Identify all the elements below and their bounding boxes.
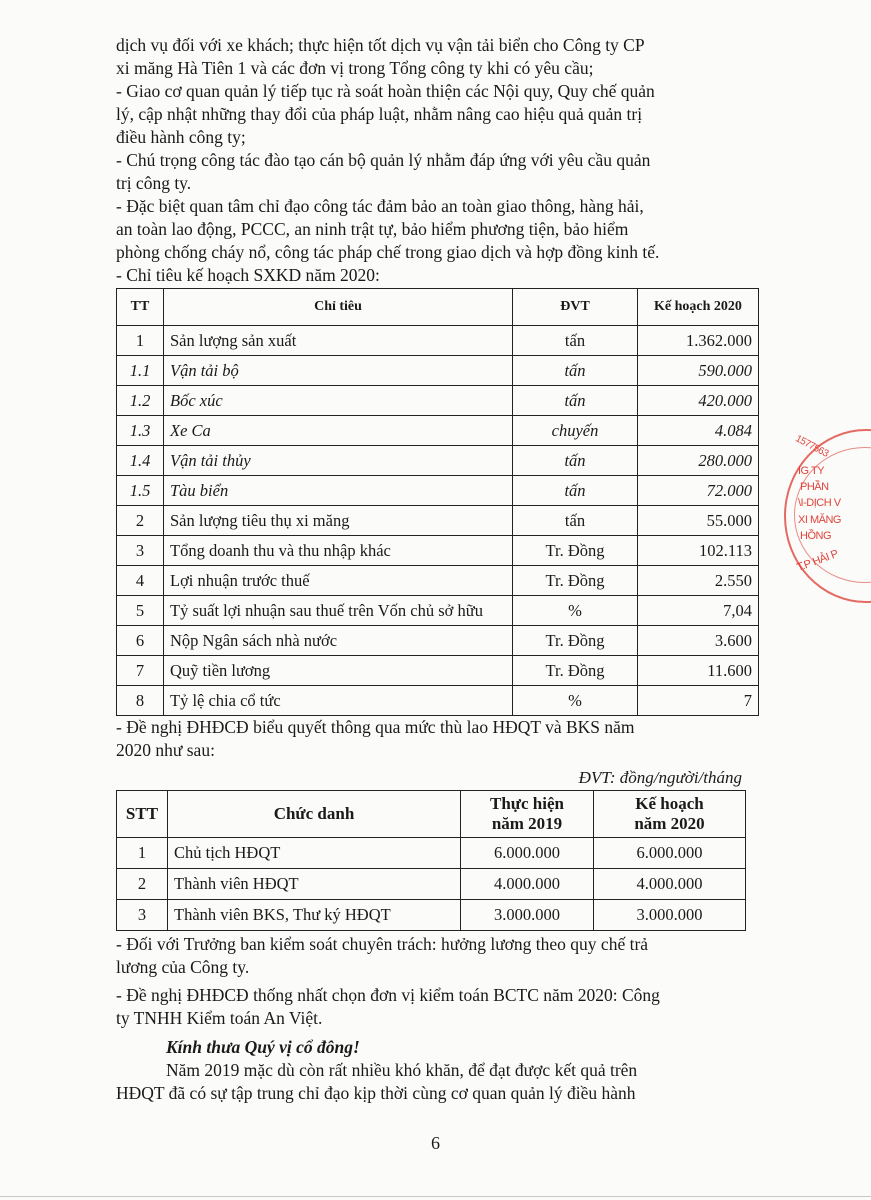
cell-indicator: Vận tải thủy [164, 446, 513, 476]
cell-indicator: Tỷ suất lợi nhuận sau thuế trên Vốn chủ sở hữu [164, 596, 513, 626]
table-row [117, 626, 759, 656]
cell-tt: 1.3 [117, 416, 164, 446]
table-row [117, 416, 759, 446]
seal-text: 1577563 [793, 433, 830, 460]
cell-unit: tấn [513, 506, 638, 536]
cell-tt: 1.1 [117, 356, 164, 386]
cell-tt: 6 [117, 626, 164, 656]
header-actual-line2: năm 2019 [491, 814, 563, 833]
text-line: - Đề nghị ĐHĐCĐ thống nhất chọn đơn vị kiểm toán BCTC năm 2020: Công [116, 985, 660, 1005]
cell-tt: 8 [117, 686, 164, 716]
text-line: HĐQT đã có sự tập trung chỉ đạo kịp thời cùng cơ quan quản lý điều hành [116, 1083, 636, 1103]
cell-tt: 7 [117, 656, 164, 686]
seal-text: T.P HẢI P [795, 548, 840, 574]
cell-indicator: Sản lượng sản xuất [164, 326, 513, 356]
cell-unit: tấn [513, 386, 638, 416]
table-row [117, 838, 746, 869]
cell-value: 11.600 [638, 656, 759, 686]
cell-unit: tấn [513, 326, 638, 356]
header-tt: TT [117, 289, 164, 326]
cell-title: Thành viên HĐQT [168, 869, 461, 900]
cell-indicator: Nộp Ngân sách nhà nước [164, 626, 513, 656]
header-indicator: Chỉ tiêu [164, 289, 513, 326]
text-line: Năm 2019 mặc dù còn rất nhiều khó khăn, để đạt được kết quả trên [166, 1060, 638, 1080]
text-line: - Chú trọng công tác đào tạo cán bộ quản lý nhằm đáp ứng với yêu cầu quản [116, 150, 651, 170]
cell-plan: 4.000.000 [594, 869, 746, 900]
header-plan-line2: năm 2020 [634, 814, 705, 833]
cell-tt: 1 [117, 326, 164, 356]
cell-unit: Tr. Đồng [513, 626, 638, 656]
cell-value: 2.550 [638, 566, 759, 596]
cell-indicator: Xe Ca [164, 416, 513, 446]
table-row [117, 326, 759, 356]
header-stt: STT [117, 791, 168, 838]
cell-plan: 3.000.000 [594, 900, 746, 931]
header-plan-2020 [594, 791, 746, 838]
table-row [117, 446, 759, 476]
seal-text: PHẦN [800, 481, 829, 493]
table-row [117, 506, 759, 536]
top-paragraphs [116, 34, 756, 287]
cell-actual: 6.000.000 [461, 838, 594, 869]
cell-tt: 1.4 [117, 446, 164, 476]
text-line: lý, cập nhật những thay đổi của pháp luật, nhằm nâng cao hiệu quả quản trị [116, 104, 643, 124]
cell-value: 4.084 [638, 416, 759, 446]
cell-value: 102.113 [638, 536, 759, 566]
text-line: - Đề nghị ĐHĐCĐ biểu quyết thông qua mức thù lao HĐQT và BKS năm [116, 717, 635, 737]
text-line: phòng chống cháy nổ, công tác pháp chế trong giao dịch và hợp đồng kinh tế. [116, 242, 660, 262]
cell-indicator: Sản lượng tiêu thụ xi măng [164, 506, 513, 536]
cell-tt: 1.5 [117, 476, 164, 506]
cell-tt: 3 [117, 536, 164, 566]
cell-tt: 4 [117, 566, 164, 596]
cell-unit: % [513, 686, 638, 716]
cell-value: 1.362.000 [638, 326, 759, 356]
seal-text: XI MĂNG [798, 514, 841, 526]
cell-stt: 3 [117, 900, 168, 931]
text-line: xi măng Hà Tiên 1 và các đơn vị trong Tổng công ty khi có yêu cầu; [116, 58, 594, 78]
cell-indicator: Tổng doanh thu và thu nhập khác [164, 536, 513, 566]
cell-unit: Tr. Đồng [513, 656, 638, 686]
text-line: điều hành công ty; [116, 127, 246, 147]
cell-value: 3.600 [638, 626, 759, 656]
text-line: - Đối với Trưởng ban kiểm soát chuyên trách: hưởng lương theo quy chế trả [116, 934, 649, 954]
cell-indicator: Lợi nhuận trước thuế [164, 566, 513, 596]
cell-indicator: Bốc xúc [164, 386, 513, 416]
cell-tt: 2 [117, 506, 164, 536]
cell-tt: 1.2 [117, 386, 164, 416]
company-seal [778, 425, 871, 605]
cell-indicator: Tỷ lệ chia cổ tức [164, 686, 513, 716]
table-row [117, 596, 759, 626]
salutation: Kính thưa Quý vị cổ đông! [166, 1037, 360, 1057]
cell-stt: 1 [117, 838, 168, 869]
cell-indicator: Quỹ tiền lương [164, 656, 513, 686]
cell-actual: 4.000.000 [461, 869, 594, 900]
remuneration-table [116, 790, 746, 931]
cell-value: 72.000 [638, 476, 759, 506]
cell-value: 590.000 [638, 356, 759, 386]
table-row [117, 386, 759, 416]
text-line: trị công ty. [116, 173, 192, 193]
plan-table-header [117, 289, 759, 326]
table-row [117, 536, 759, 566]
seal-text: IG TY [798, 465, 825, 477]
page-bottom-edge [0, 1196, 871, 1197]
cell-value: 420.000 [638, 386, 759, 416]
cell-unit: % [513, 596, 638, 626]
text-line: ty TNHH Kiểm toán An Việt. [116, 1008, 323, 1028]
remuneration-table-header [117, 791, 746, 838]
cell-indicator: Vận tải bộ [164, 356, 513, 386]
cell-unit: tấn [513, 476, 638, 506]
table-row [117, 900, 746, 931]
cell-unit: tấn [513, 446, 638, 476]
header-unit: ĐVT [513, 289, 638, 326]
cell-value: 7 [638, 686, 759, 716]
seal-text: HỒNG [800, 530, 831, 542]
text-line: - Đặc biệt quan tâm chỉ đạo công tác đảm bảo an toàn giao thông, hàng hải, [116, 196, 644, 216]
text-line: - Chỉ tiêu kế hoạch SXKD năm 2020: [116, 265, 380, 285]
remuneration-intro [116, 716, 756, 762]
text-line: lương của Công ty. [116, 957, 250, 977]
seal-text: \I-DỊCH V [798, 497, 841, 509]
text-line: dịch vụ đối với xe khách; thực hiện tốt dịch vụ vận tải biển cho Công ty CP [116, 35, 645, 55]
header-actual-2019 [461, 791, 594, 838]
cell-value: 55.000 [638, 506, 759, 536]
table-row [117, 656, 759, 686]
cell-tt: 5 [117, 596, 164, 626]
cell-value: 280.000 [638, 446, 759, 476]
header-plan-line1: Kế hoạch [635, 794, 704, 813]
text-line: 2020 như sau: [116, 740, 215, 760]
text-line: - Giao cơ quan quản lý tiếp tục rà soát hoàn thiện các Nội quy, Quy chế quản [116, 81, 655, 101]
text-line: an toàn lao động, PCCC, an ninh trật tự, bảo hiểm phương tiện, bảo hiểm [116, 219, 629, 239]
cell-unit: tấn [513, 356, 638, 386]
table-row [117, 686, 759, 716]
cell-unit: chuyến [513, 416, 638, 446]
plan-table [116, 288, 759, 716]
unit-note: ĐVT: đồng/người/tháng [578, 768, 742, 787]
bottom-paragraphs [116, 933, 756, 1030]
page-number: 6 [431, 1133, 440, 1153]
document-page [116, 34, 756, 1105]
cell-title: Thành viên BKS, Thư ký HĐQT [168, 900, 461, 931]
cell-stt: 2 [117, 869, 168, 900]
cell-title: Chủ tịch HĐQT [168, 838, 461, 869]
table-row [117, 869, 746, 900]
header-title: Chức danh [168, 791, 461, 838]
cell-indicator: Tàu biển [164, 476, 513, 506]
table-row [117, 566, 759, 596]
table-row [117, 476, 759, 506]
cell-plan: 6.000.000 [594, 838, 746, 869]
cell-actual: 3.000.000 [461, 900, 594, 931]
header-actual-line1: Thực hiện [490, 794, 564, 813]
table-row [117, 356, 759, 386]
cell-value: 7,04 [638, 596, 759, 626]
cell-unit: Tr. Đồng [513, 566, 638, 596]
header-plan-2020: Kế hoạch 2020 [638, 289, 759, 326]
cell-unit: Tr. Đồng [513, 536, 638, 566]
